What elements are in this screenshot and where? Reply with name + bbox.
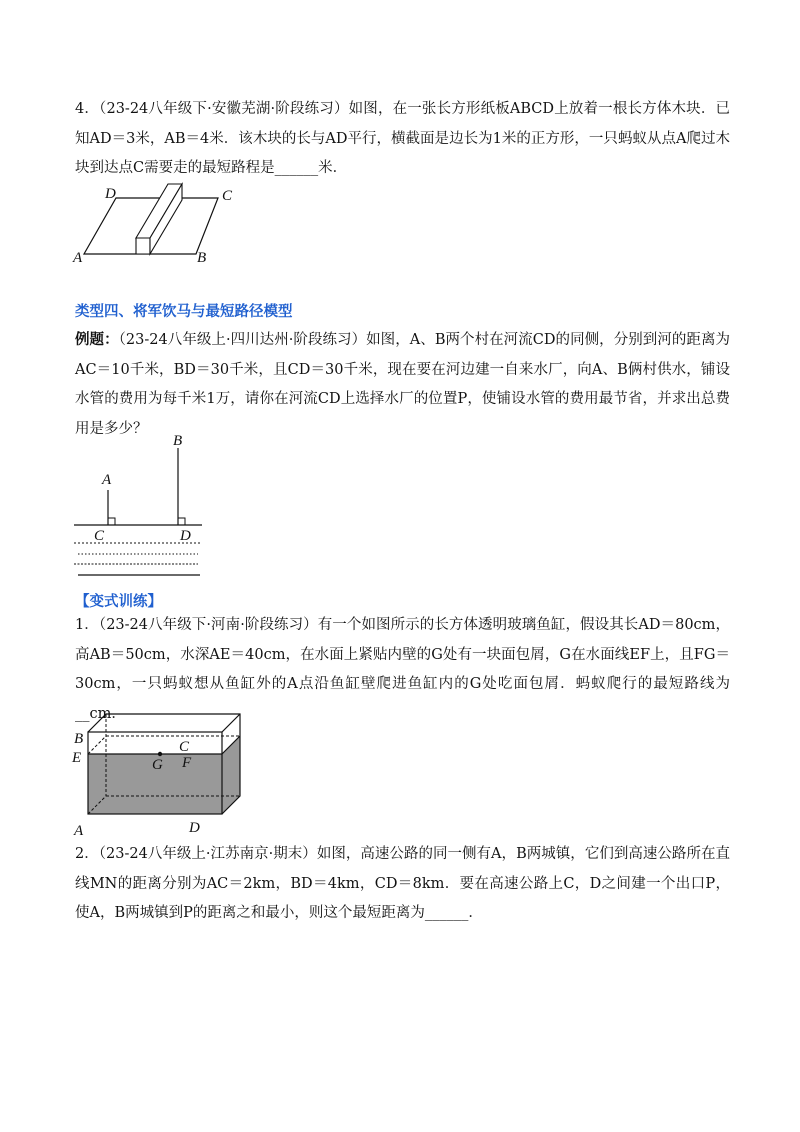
label-f: F bbox=[182, 755, 192, 771]
label-c: C bbox=[179, 739, 190, 755]
point-g bbox=[158, 752, 162, 756]
label-b: B bbox=[74, 731, 84, 747]
label-b: B bbox=[173, 433, 183, 449]
variant-question-2-text: 2．（23-24八年级上·江苏南京·期末）如图，高速公路的同一侧有A，B两城镇，它们到高速公路所在直线MN的距离分别为AC＝2km，BD＝4km，CD＝8km．要在高速公路上C，D之间建一个出口P，使A，B两城镇到P的距离之和最小，则这个最短距离为______． bbox=[75, 846, 730, 921]
label-a: A bbox=[73, 250, 83, 266]
label-d: D bbox=[189, 820, 200, 836]
variant-question-1-text: 1．（23-24八年级下·河南·阶段练习）有一个如图所示的长方体透明玻璃鱼缸，假设其长AD＝80cm，高AB＝50cm，水深AE＝40cm，在水面上紧贴内壁的G处有一块面包屑，G在水面线EF上，且FG＝30cm，一只蚂蚁想从鱼缸外的A点沿鱼缸壁爬进鱼缸内的G处吃面包屑．蚂蚁爬行的最短路线为__cm． bbox=[75, 617, 730, 722]
question-4-text: 4．（23-24八年级下·安徽芜湖·阶段练习）如图，在一张长方形纸板ABCD上放着一根长方体木块．已知AD＝3米，AB＝4米．该木块的长与AD平行，横截面是边长为1米的正方形，一只蚂蚁从点A爬过木块到达点C需要走的最短路程是______米． bbox=[75, 101, 730, 176]
example-figure bbox=[72, 432, 207, 582]
label-c: C bbox=[222, 188, 233, 204]
right-angle-d bbox=[178, 518, 185, 525]
label-c: C bbox=[94, 528, 105, 544]
tank-top-front-edge bbox=[222, 714, 240, 732]
question-4-figure bbox=[70, 182, 250, 267]
label-g: G bbox=[152, 757, 163, 773]
section-heading: 类型四、将军饮马与最短路径模型 bbox=[75, 304, 293, 320]
water-left-line bbox=[88, 736, 106, 754]
label-d: D bbox=[105, 186, 116, 202]
example-paragraph bbox=[75, 326, 730, 444]
variant-heading: 【变式训练】 bbox=[75, 594, 162, 610]
right-angle-c bbox=[108, 518, 115, 525]
water-body bbox=[88, 736, 240, 814]
label-b: B bbox=[197, 250, 207, 266]
label-d: D bbox=[180, 528, 191, 544]
label-e: E bbox=[72, 750, 82, 766]
example-label: 例题： bbox=[75, 332, 119, 348]
label-a: A bbox=[74, 823, 84, 839]
variant-question-1-figure bbox=[70, 712, 245, 840]
label-a: A bbox=[102, 472, 112, 488]
example-text: （23-24八年级上·四川达州·阶段练习）如图，A、B两个村在河流CD的同侧，分别到河的距离为AC＝10千米，BD＝30千米，且CD＝30千米，现在要在河边建一自来水厂，向A、B俩村供水，铺设水管的费用为每千米1万，请你在河流CD上选择水厂的位置P，使铺设水管的费用最节省，并求出总费用是多少？ bbox=[75, 332, 731, 437]
block-front-face bbox=[136, 238, 150, 254]
